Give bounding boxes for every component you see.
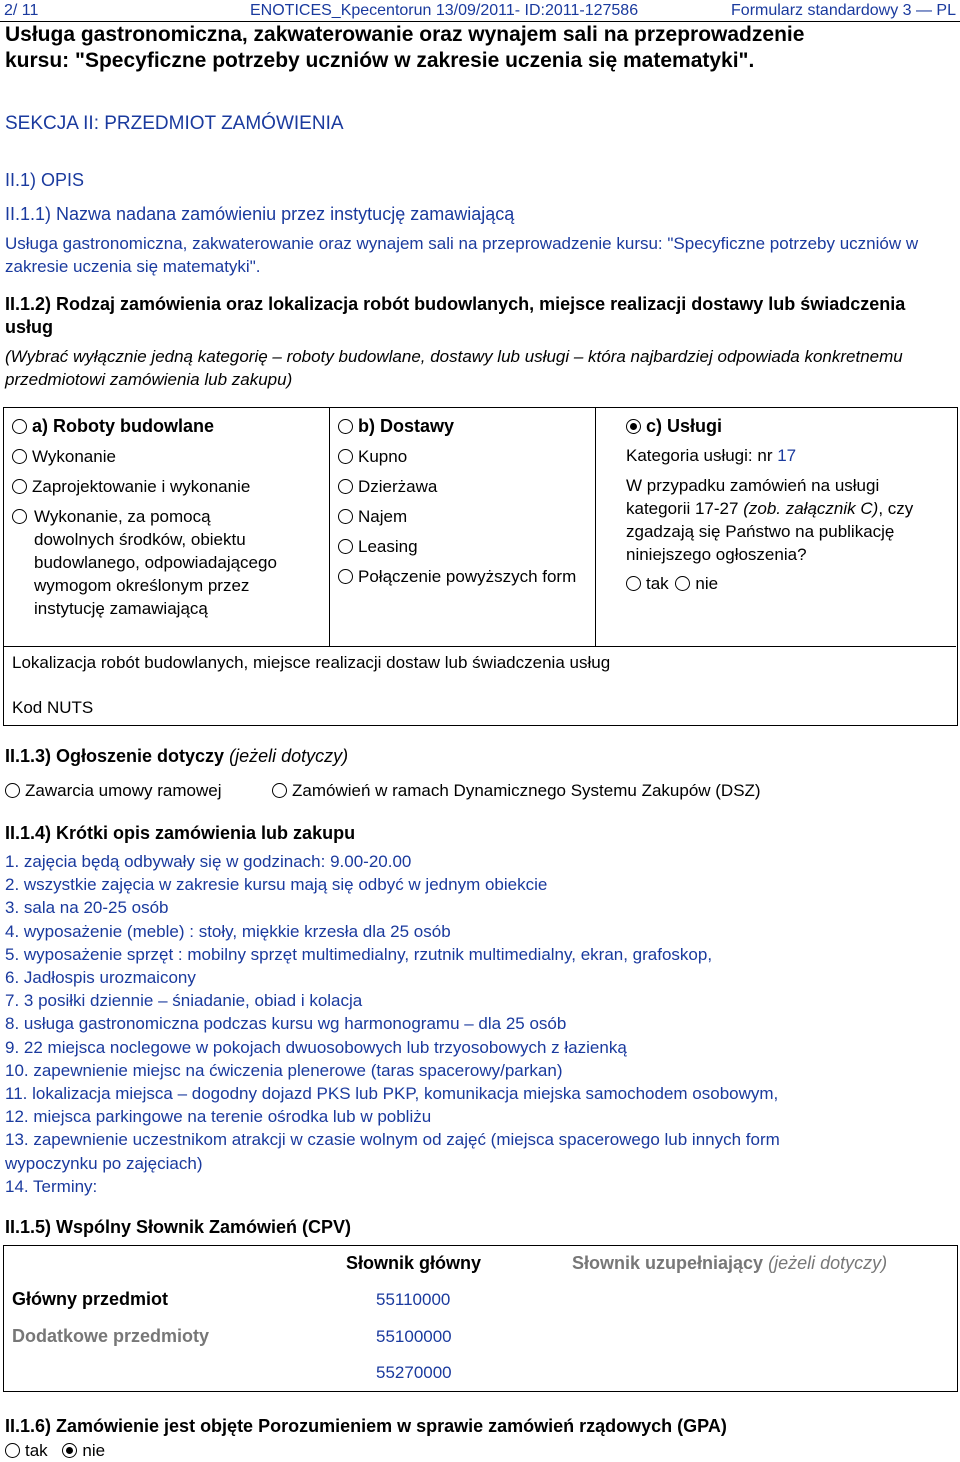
works-exec[interactable] xyxy=(12,445,324,468)
question-text-annex: (zob. załącznik C) xyxy=(743,499,879,518)
supplies-combination[interactable] xyxy=(338,565,578,588)
cpv-col-main: Słownik główny xyxy=(346,1253,482,1273)
radio-icon[interactable] xyxy=(12,449,27,464)
page-number: 2/ 11 xyxy=(4,2,39,19)
list-item: 12. miejsca parkingowe na terenie ośrodka lub w pobliżu xyxy=(5,1107,432,1127)
s115-heading: II.1.5) Wspólny Słownik Zamówień (CPV) xyxy=(5,1217,352,1237)
cpv-additional-code: 55270000 xyxy=(376,1363,452,1382)
form-type: Formularz standardowy 3 — PL xyxy=(731,2,956,19)
service-category xyxy=(626,444,946,467)
list-item: 11. lokalizacja miejsca – dogodny dojazd PKS lub PKP, komunikacja miejska samochodem osobowym, xyxy=(5,1084,779,1104)
supplies-rental[interactable] xyxy=(338,505,590,528)
cpv-col-supp xyxy=(572,1252,887,1275)
list-item: 10. zapewnienie miejsc na ćwiczenia plenerowe (taras spacerowy/parkan) xyxy=(5,1060,563,1080)
list-item: 4. wyposażenie (meble) : stoły, miękkie krzesła dla 25 osób xyxy=(5,921,451,941)
col-supplies xyxy=(338,415,590,588)
works-label: a) Roboty budowlane xyxy=(32,416,214,436)
s116-heading: II.1.6) Zamówienie jest objęte Porozumieniem w sprawie zamówień rządowych (GPA) xyxy=(5,1416,727,1436)
radio-icon[interactable] xyxy=(626,576,641,591)
document-title xyxy=(5,22,955,74)
publication-no-label: nie xyxy=(695,574,719,593)
service-category-label: Kategoria usługi: nr xyxy=(626,446,773,465)
cpv-additional-code: 55100000 xyxy=(376,1327,452,1346)
gpa-yes[interactable] xyxy=(5,1441,48,1460)
radio-icon[interactable] xyxy=(12,419,27,434)
s111-heading: II.1.1) Nazwa nadana zamówieniu przez instytucję zamawiającą xyxy=(5,204,515,224)
radio-icon[interactable] xyxy=(338,479,353,494)
cpv-col-supp-label: Słownik uzupełniający xyxy=(572,1253,764,1273)
works-design-exec[interactable] xyxy=(12,475,324,498)
list-item: 5. wyposażenie sprzęt : mobilny sprzęt multimedialny, rzutnik multimedialny, ekran, grafoskop, xyxy=(5,944,713,964)
works-design-exec-label: Zaprojektowanie i wykonanie xyxy=(32,477,251,496)
s113-heading-note: (jeżeli dotyczy) xyxy=(229,746,349,766)
supplies-purchase-label: Kupno xyxy=(358,447,408,466)
list-item: 14. Terminy: xyxy=(5,1176,98,1196)
row-divider xyxy=(4,646,956,647)
list-item: 6. Jadłospis urozmaicony xyxy=(5,968,196,988)
supplies-leasing[interactable] xyxy=(338,535,590,558)
works-option[interactable] xyxy=(12,415,324,438)
radio-icon[interactable] xyxy=(338,449,353,464)
gpa-choice xyxy=(5,1439,105,1462)
radio-icon[interactable] xyxy=(272,783,287,798)
works-exec-label: Wykonanie xyxy=(32,447,116,466)
nuts-label: Kod NUTS xyxy=(12,698,94,717)
dps-label: Zamówień w ramach Dynamicznego Systemu Zakupów (DSZ) xyxy=(292,781,761,800)
publication-question xyxy=(626,474,926,566)
contract-type-box xyxy=(3,407,958,726)
s112-note: (Wybrać wyłącznie jedną kategorię – roboty budowlane, dostawy lub usługi – która najbardziej odpowiada konkretnemu przedmiotowi zamówienia lub zakupu) xyxy=(5,347,903,389)
question-text-1: W przypadku zamówień na usługi kategorii 17-27 xyxy=(626,476,880,518)
col-divider-1 xyxy=(329,408,330,646)
col-works xyxy=(12,415,324,620)
list-item: 2. wszystkie zajęcia w zakresie kursu mają się odbyć w jednym obiekcie xyxy=(5,875,548,895)
s112-heading: II.1.2) Rodzaj zamówienia oraz lokalizacja robót budowlanych, miejsce realizacji dostawy lub świadczenia usług xyxy=(5,294,906,337)
radio-selected-icon[interactable] xyxy=(626,419,641,434)
radio-selected-icon[interactable] xyxy=(62,1443,77,1458)
works-any-means[interactable] xyxy=(12,505,324,620)
supplies-leasing-label: Leasing xyxy=(358,537,418,556)
radio-icon[interactable] xyxy=(338,419,353,434)
list-item: 8. usługa gastronomiczna podczas kursu wg harmonogramu – dla 25 osób xyxy=(5,1014,567,1034)
cpv-main-code: 55110000 xyxy=(376,1290,451,1309)
dps-option[interactable] xyxy=(272,779,761,802)
radio-icon[interactable] xyxy=(338,539,353,554)
s113-heading-text: II.1.3) Ogłoszenie dotyczy xyxy=(5,746,225,766)
s111-text: Usługa gastronomiczna, zakwaterowanie oraz wynajem sali na przeprowadzenie kursu: "Specyficzne potrzeby uczniów w zakresie uczenia się matematyki". xyxy=(5,234,919,276)
publication-no[interactable] xyxy=(673,574,718,593)
gpa-no-label: nie xyxy=(82,1441,106,1460)
col-services xyxy=(626,415,946,595)
gpa-no[interactable] xyxy=(52,1441,105,1460)
cpv-col-supp-note: (jeżeli dotyczy) xyxy=(768,1253,888,1273)
framework-label: Zawarcia umowy ramowej xyxy=(25,781,222,800)
list-item: 1. zajęcia będą odbywały się w godzinach: 9.00-20.00 xyxy=(5,852,412,871)
list-item: wypoczynku po zajęciach) xyxy=(5,1153,203,1173)
description-list xyxy=(5,850,780,1198)
col-divider-2 xyxy=(595,408,596,646)
radio-icon[interactable] xyxy=(12,479,27,494)
radio-icon[interactable] xyxy=(5,1443,20,1458)
gpa-yes-label: tak xyxy=(25,1441,48,1460)
services-label: c) Usługi xyxy=(646,416,723,436)
supplies-label: b) Dostawy xyxy=(358,416,455,436)
list-item: 7. 3 posiłki dziennie – śniadanie, obiad i kolacja xyxy=(5,991,363,1011)
radio-icon[interactable] xyxy=(675,576,690,591)
services-option[interactable] xyxy=(626,415,946,438)
works-any-means-label: Wykonanie, za pomocą dowolnych środków, obiektu budowlanego, odpowiadającego wymogom określonym przez instytucję zamawiającą xyxy=(34,507,277,618)
question-text-2: , czy zgadzają się Państwo na publikację niniejszego ogłoszenia? xyxy=(626,499,914,564)
opis-heading: II.1) OPIS xyxy=(5,170,85,190)
supplies-combination-label: Połączenie powyższych form xyxy=(358,567,577,586)
supplies-rental-label: Najem xyxy=(358,507,408,526)
section-heading: SEKCJA II: PRZEDMIOT ZAMÓWIENIA xyxy=(5,113,344,134)
list-item: 3. sala na 20-25 osób xyxy=(5,898,169,918)
supplies-purchase[interactable] xyxy=(338,445,590,468)
list-item: 9. 22 miejsca noclegowe w pokojach dwuosobowych lub trzyosobowych z łazienką xyxy=(5,1037,627,1057)
cpv-table xyxy=(3,1245,958,1392)
title-line-2: kursu: "Specyficzne potrzeby uczniów w zakresie uczenia się matematyki". xyxy=(5,49,755,72)
service-category-value: 17 xyxy=(777,446,797,465)
radio-icon[interactable] xyxy=(338,569,353,584)
framework-option[interactable] xyxy=(5,779,222,802)
supplies-lease-label: Dzierżawa xyxy=(358,477,438,496)
location-label: Lokalizacja robót budowlanych, miejsce realizacji dostaw lub świadczenia usług xyxy=(12,653,611,672)
s113-heading xyxy=(5,745,348,768)
publication-yes[interactable] xyxy=(626,574,669,593)
radio-icon[interactable] xyxy=(5,783,20,798)
title-line-1: Usługa gastronomiczna, zakwaterowanie oraz wynajem sali na przeprowadzenie xyxy=(5,23,805,46)
notice-id: ENOTICES_Kpecentorun 13/09/2011- ID:2011-127586 xyxy=(250,2,639,19)
cpv-row-main: Główny przedmiot xyxy=(12,1289,169,1309)
radio-icon[interactable] xyxy=(12,509,27,524)
supplies-option[interactable] xyxy=(338,415,590,438)
list-item: 13. zapewnienie uczestnikom atrakcji w czasie wolnym od zajęć (miejsca spacerowego lub innych form xyxy=(5,1130,780,1150)
cpv-row-additional: Dodatkowe przedmioty xyxy=(12,1326,210,1346)
publication-choice xyxy=(626,572,946,595)
publication-yes-label: tak xyxy=(646,574,669,593)
supplies-lease[interactable] xyxy=(338,475,590,498)
s114-heading: II.1.4) Krótki opis zamówienia lub zakupu xyxy=(5,823,356,843)
radio-icon[interactable] xyxy=(338,509,353,524)
